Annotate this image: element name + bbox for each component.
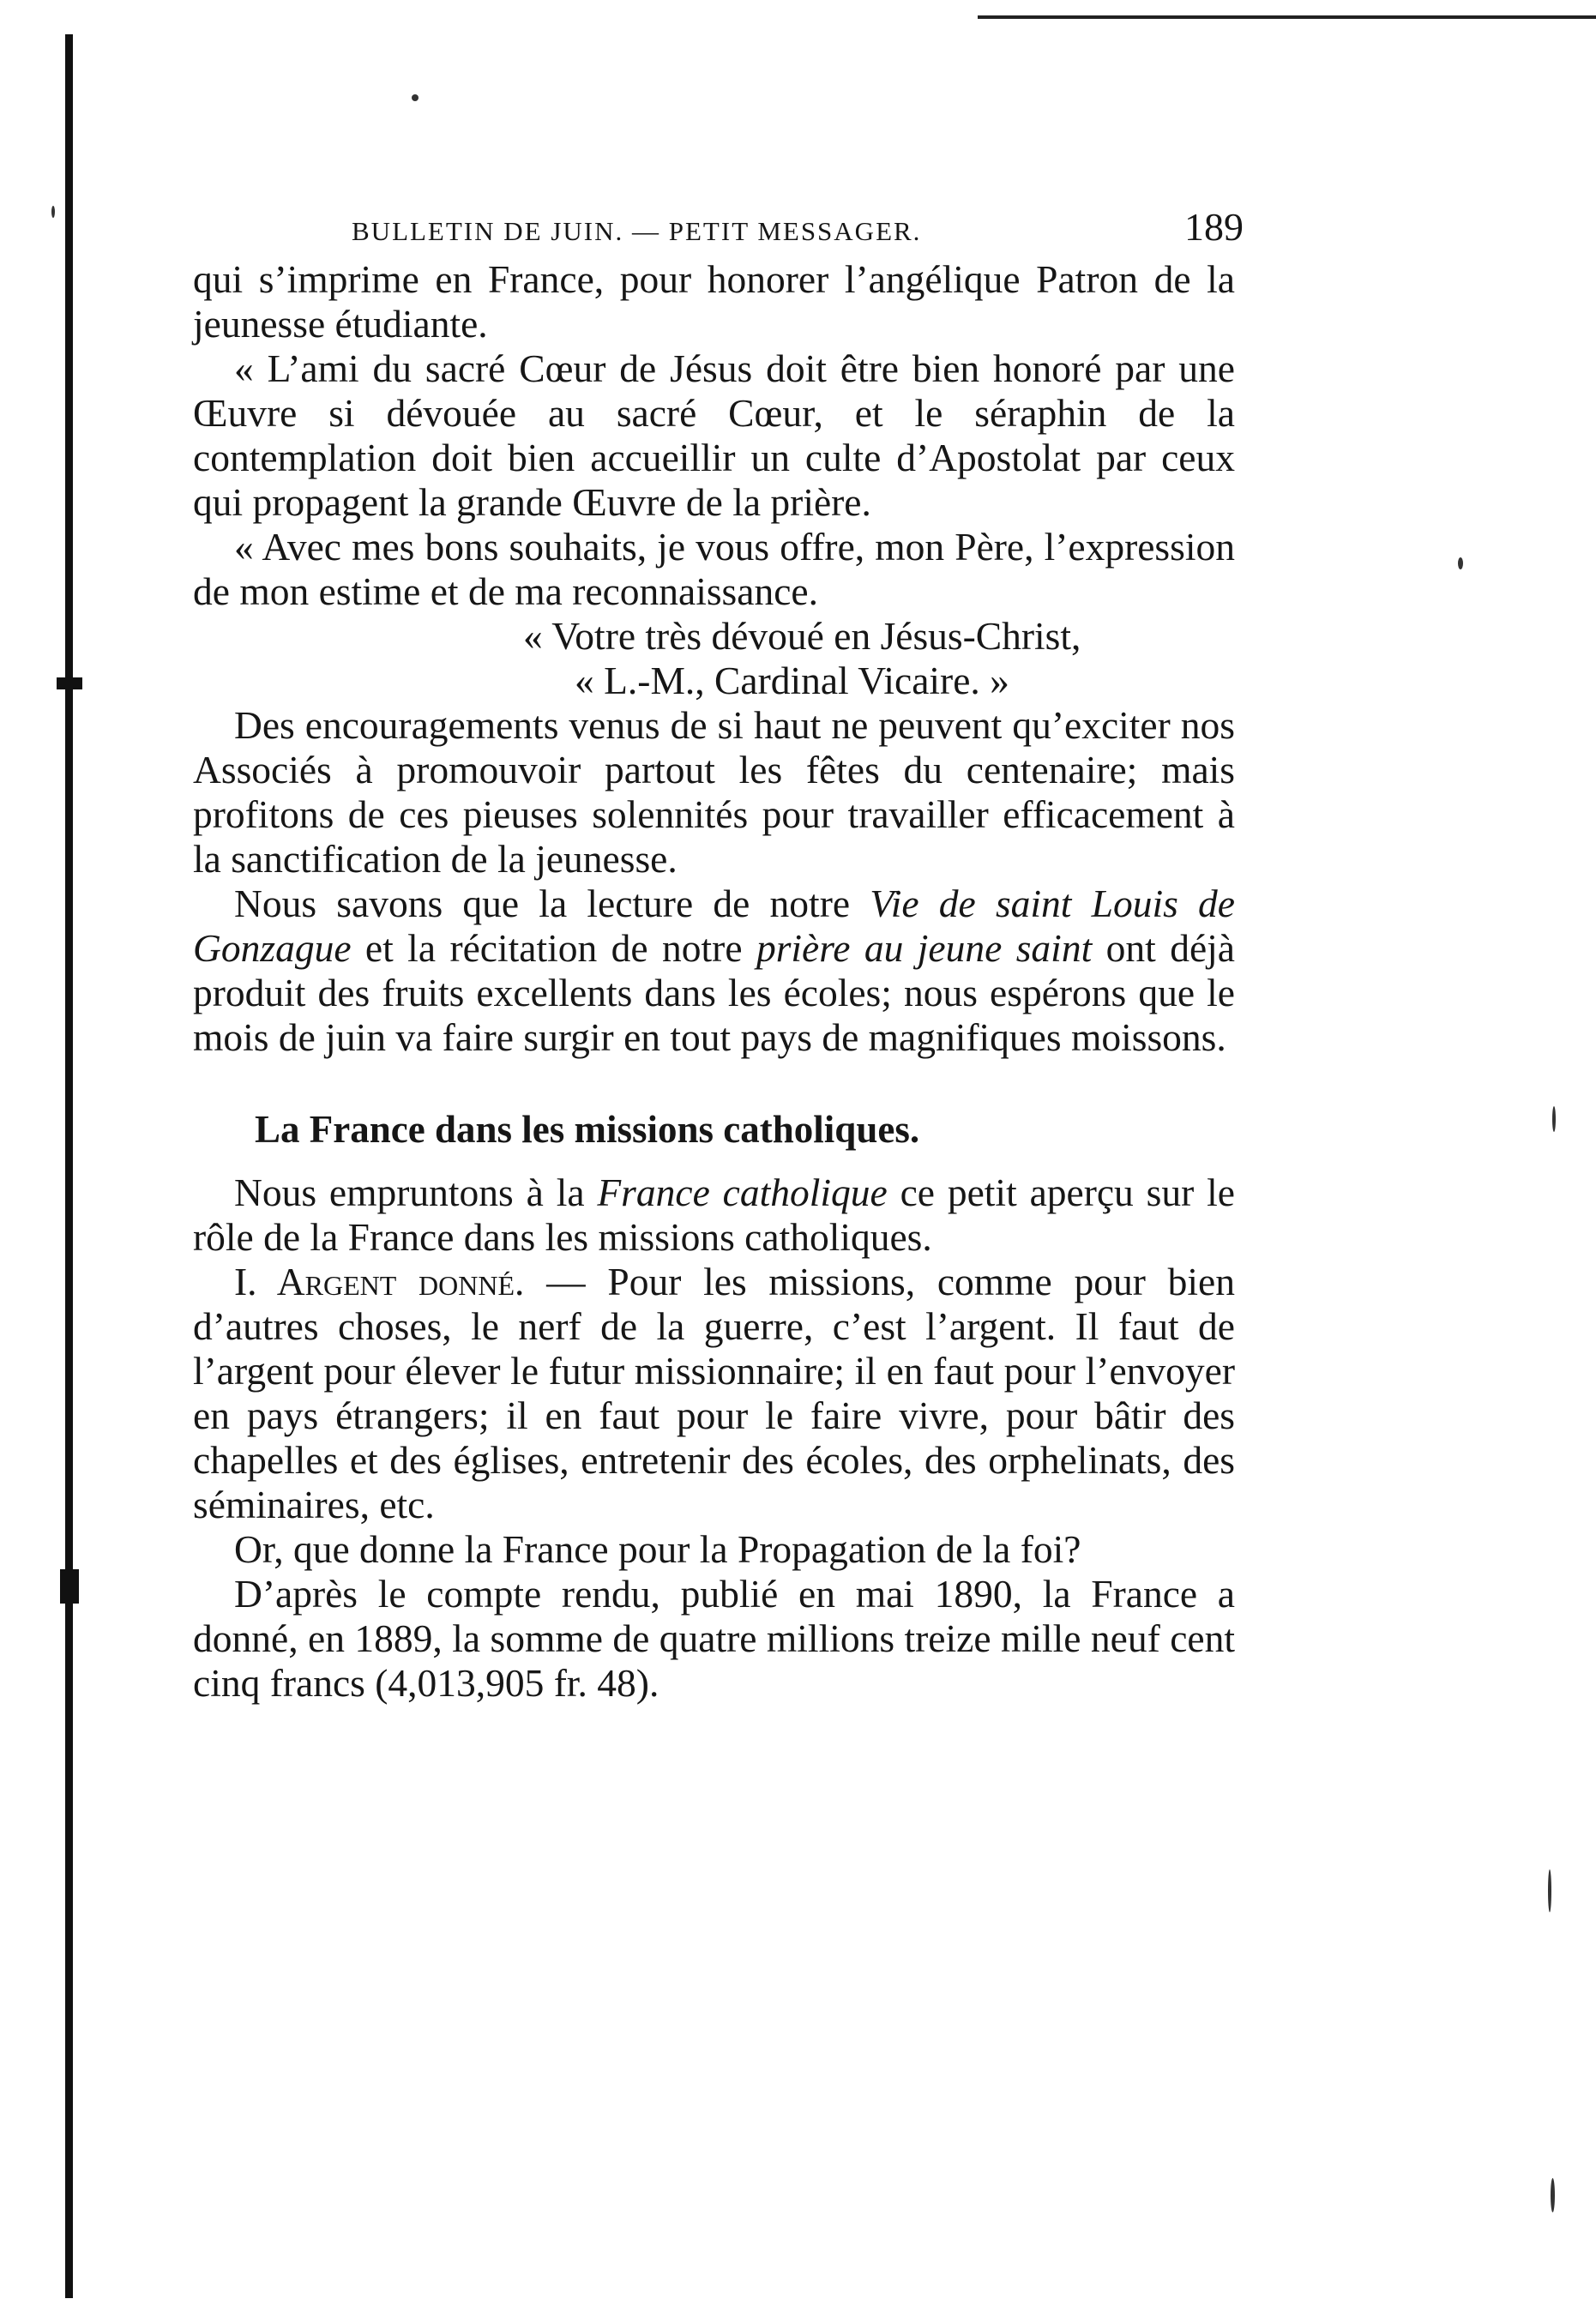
text-run: Nous empruntons à la	[234, 1171, 598, 1214]
running-head-title: BULLETIN DE JUIN. — PETIT MESSAGER.	[352, 216, 922, 246]
scan-speck	[1552, 1106, 1556, 1132]
paragraph-letter-body: « L’ami du sacré Cœur de Jésus doit être bien honoré par une Œuvre si dévouée au sacré Cœur, et le séraphin de la contemplation doit bien accueillir un culte d’Apostolat par ceux qui propagent la grande Œuvre de la prière.	[193, 346, 1235, 524]
text-run: ce petit aperçu sur le rôle de la France dans les missions catholiques.	[193, 1171, 1235, 1259]
paragraph-question: Or, que donne la France pour la Propagation de la foi?	[234, 1527, 1081, 1571]
letter-signature: « L.-M., Cardinal Vicaire. »	[575, 659, 1009, 702]
scan-speck	[1548, 1869, 1551, 1912]
section-heading: La France dans les missions catholiques.	[255, 1108, 920, 1151]
scan-speck	[51, 206, 55, 218]
book-page	[193, 197, 1244, 1706]
paragraph-intro	[193, 1171, 1235, 1260]
scan-binding-mark	[57, 677, 82, 689]
point-label: I. Argent donné.	[234, 1260, 525, 1303]
body-text	[193, 257, 1235, 1706]
running-head	[193, 197, 1244, 257]
text-run: et la récitation de notre	[351, 926, 756, 970]
scan-binding-mark	[60, 1569, 79, 1604]
publication-title-italic: France catholique	[597, 1171, 888, 1214]
page-number: 189	[1184, 205, 1244, 249]
paragraph-argent-donne	[193, 1260, 1235, 1527]
text-run: — Pour les missions, comme pour bien d’autres choses, le nerf de la guerre, c’est l’argent. Il faut de l’argent pour élever le futur missionnaire; il en faut pour l’envoyer en pays étrangers; il en faut pour le faire vivre, pour bâtir des chapelles et des églises, entretenir des écoles, des orphelinats, des séminaires, etc.	[193, 1260, 1235, 1526]
scan-top-edge	[978, 15, 1596, 19]
paragraph-letter-closing: « Avec mes bons souhaits, je vous offre, mon Père, l’expression de mon estime et de ma reconnaissance.	[193, 525, 1235, 613]
book-title-italic: Vie de saint Louis de Gonzague	[193, 882, 1235, 970]
scan-speck	[412, 94, 419, 101]
scan-speck	[1551, 2178, 1555, 2212]
text-run: ont déjà produit des fruits excellents dans les écoles; nous espérons que le mois de juin va faire surgir en tout pays de magnifiques moissons.	[193, 926, 1235, 1059]
paragraph-encouragement: Des encouragements venus de si haut ne peuvent qu’exciter nos Associés à promouvoir partout les fêtes du centenaire; mais profitons de ces pieuses solennités pour travailler efficacement à la sanctification de la jeunesse.	[193, 703, 1235, 881]
paragraph-continuation: qui s’imprime en France, pour honorer l’angélique Patron de la jeunesse étudiante.	[193, 257, 1235, 346]
scan-speck	[1458, 557, 1463, 569]
paragraph-compte-rendu: D’après le compte rendu, publié en mai 1890, la France a donné, en 1889, la somme de quatre millions treize mille neuf cent cinq francs (4,013,905 fr. 48).	[193, 1572, 1235, 1705]
scan-binding-edge	[65, 34, 73, 2298]
prayer-title-italic: prière au jeune saint	[756, 926, 1093, 970]
paragraph-louis-de-gonzague	[193, 882, 1235, 1060]
letter-valediction: « Votre très dévoué en Jésus-Christ,	[523, 614, 1081, 658]
text-run: Nous savons que la lecture de notre	[234, 882, 870, 925]
